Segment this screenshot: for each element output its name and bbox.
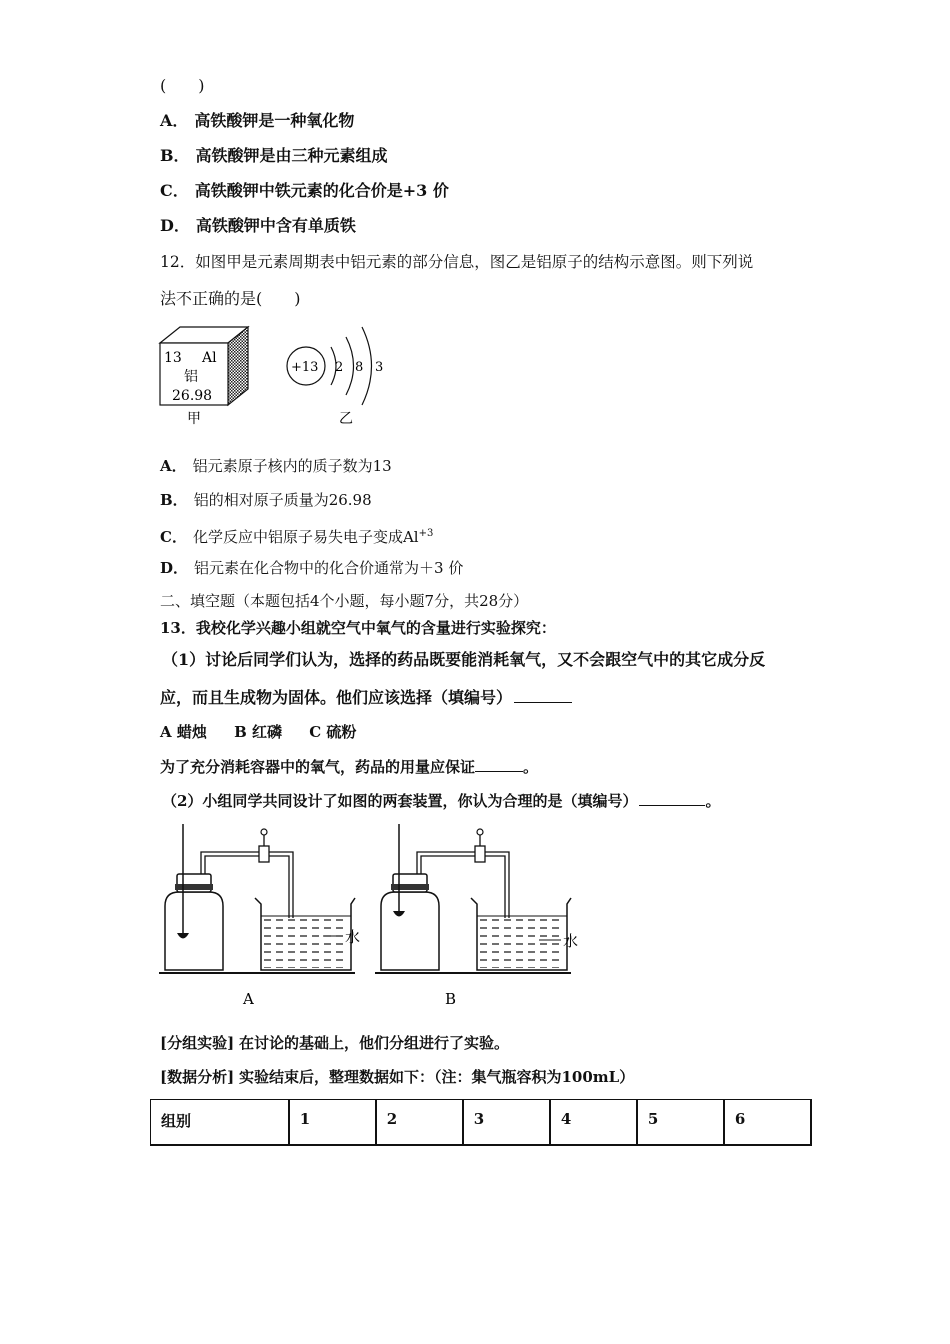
atom-structure (287, 327, 383, 405)
q11-option-b (160, 146, 388, 166)
q11-option-d (160, 216, 356, 236)
q12-option-a (160, 456, 392, 476)
q13-data-analysis (160, 1067, 634, 1087)
q11-paren: ( ) (160, 76, 205, 95)
q11-option-c (160, 181, 449, 201)
q13-part1-line2 (160, 688, 572, 708)
nucleus-charge: +13 (291, 360, 319, 375)
q13-choices (160, 722, 356, 742)
option-text: 高铁酸钾是由三种元素组成 (195, 146, 388, 165)
answer-blank-2[interactable] (475, 757, 523, 772)
option-label: A． (160, 457, 187, 475)
option-text: 高铁酸钾是一种氧化物 (194, 111, 355, 130)
apparatus-a (159, 824, 360, 1008)
atomic-number: 13 (164, 350, 182, 366)
option-text: 铝元素在化合物中的化合价通常为＋3 价 (194, 559, 464, 577)
group-text: 在讨论的基础上，他们分组进行了实验。 (238, 1034, 509, 1052)
amount-text: 为了充分消耗容器中的氧气，药品的用量应保证 (160, 758, 476, 776)
periodic-card (160, 327, 248, 405)
table-row (151, 1100, 812, 1146)
element-name: 铝 (184, 369, 198, 385)
choice-c: C 硫粉 (309, 723, 357, 741)
part2-text: （2）小组同学共同设计了如图的两套装置，你认为合理的是（填编号） (162, 792, 638, 810)
q11-option-a (160, 111, 354, 131)
part1-line2-text: 应，而且生成物为固体。他们应该选择（填编号） (160, 688, 513, 707)
apparatus-label-a: A (243, 990, 254, 1008)
aluminum-figure (150, 315, 400, 435)
choice-a: A 蜡烛 (160, 723, 207, 741)
option-text: 化学反应中铝原子易失电子变成Al (192, 528, 419, 546)
q12-option-d (160, 558, 463, 578)
q12-option-b (160, 490, 372, 510)
apparatus-label-b: B (445, 990, 457, 1008)
shell-2-electrons: 8 (355, 360, 364, 375)
option-label: B． (160, 146, 190, 165)
option-superscript: +3 (418, 528, 434, 539)
q13-amount-line (160, 757, 538, 777)
q12-stem-line1: 12．如图甲是元素周期表中铝元素的部分信息，图乙是铝原子的结构示意图。则下列说 (160, 253, 754, 271)
apparatus-figure (155, 820, 595, 1015)
q12-option-c (160, 524, 433, 547)
water-label-a: 水 (345, 928, 361, 946)
q13-group-experiment (160, 1033, 509, 1053)
section-heading: 二、填空题（本题包括4个小题，每小题7分，共28分） (160, 592, 529, 610)
option-label: A． (160, 111, 189, 130)
apparatus-b (375, 824, 578, 1008)
option-text: 高铁酸钾中含有单质铁 (195, 216, 356, 235)
shell-3-electrons: 3 (375, 360, 384, 375)
option-label: D． (160, 216, 190, 235)
choice-b: B 红磷 (234, 723, 283, 741)
q13-part1-line1: （1）讨论后同学们认为，选择的药品既要能消耗氧气，又不会跟空气中的其它成分反 (162, 650, 766, 669)
water-label-b: 水 (563, 932, 579, 950)
option-text: 高铁酸钾中铁元素的化合价是+3 价 (194, 181, 449, 200)
group-tag: [分组实验] (160, 1034, 235, 1052)
q13-part2 (162, 791, 720, 811)
answer-blank-1[interactable] (514, 688, 572, 703)
data-table (150, 1099, 812, 1146)
data-tag: [数据分析] (160, 1068, 235, 1086)
option-text: 铝元素原子核内的质子数为13 (192, 457, 392, 475)
option-text: 铝的相对原子质量为26.98 (193, 491, 372, 509)
data-text: 实验结束后，整理数据如下：（注：集气瓶容积为100mL） (238, 1068, 635, 1086)
figure-label-yi: 乙 (339, 411, 353, 427)
table-cell: 5 (637, 1100, 724, 1146)
q12-stem-line2: 法不正确的是( ) (160, 289, 301, 308)
table-cell: 6 (724, 1100, 811, 1146)
option-label: C． (160, 528, 187, 546)
table-cell: 2 (376, 1100, 463, 1146)
option-label: D． (160, 559, 189, 577)
table-cell: 1 (289, 1100, 376, 1146)
figure-label-jia: 甲 (187, 411, 201, 427)
element-symbol: Al (202, 350, 217, 366)
amount-end: 。 (523, 758, 539, 776)
option-label: C． (160, 181, 189, 200)
table-cell: 3 (463, 1100, 550, 1146)
q13-stem: 13．我校化学兴趣小组就空气中氧气的含量进行实验探究： (160, 619, 556, 637)
answer-blank-3[interactable] (639, 791, 705, 806)
part2-end: 。 (705, 792, 721, 810)
atomic-mass: 26.98 (172, 388, 213, 404)
option-label: B． (160, 491, 188, 509)
table-cell: 组别 (151, 1100, 289, 1146)
table-cell: 4 (550, 1100, 637, 1146)
shell-1-electrons: 2 (335, 360, 344, 375)
